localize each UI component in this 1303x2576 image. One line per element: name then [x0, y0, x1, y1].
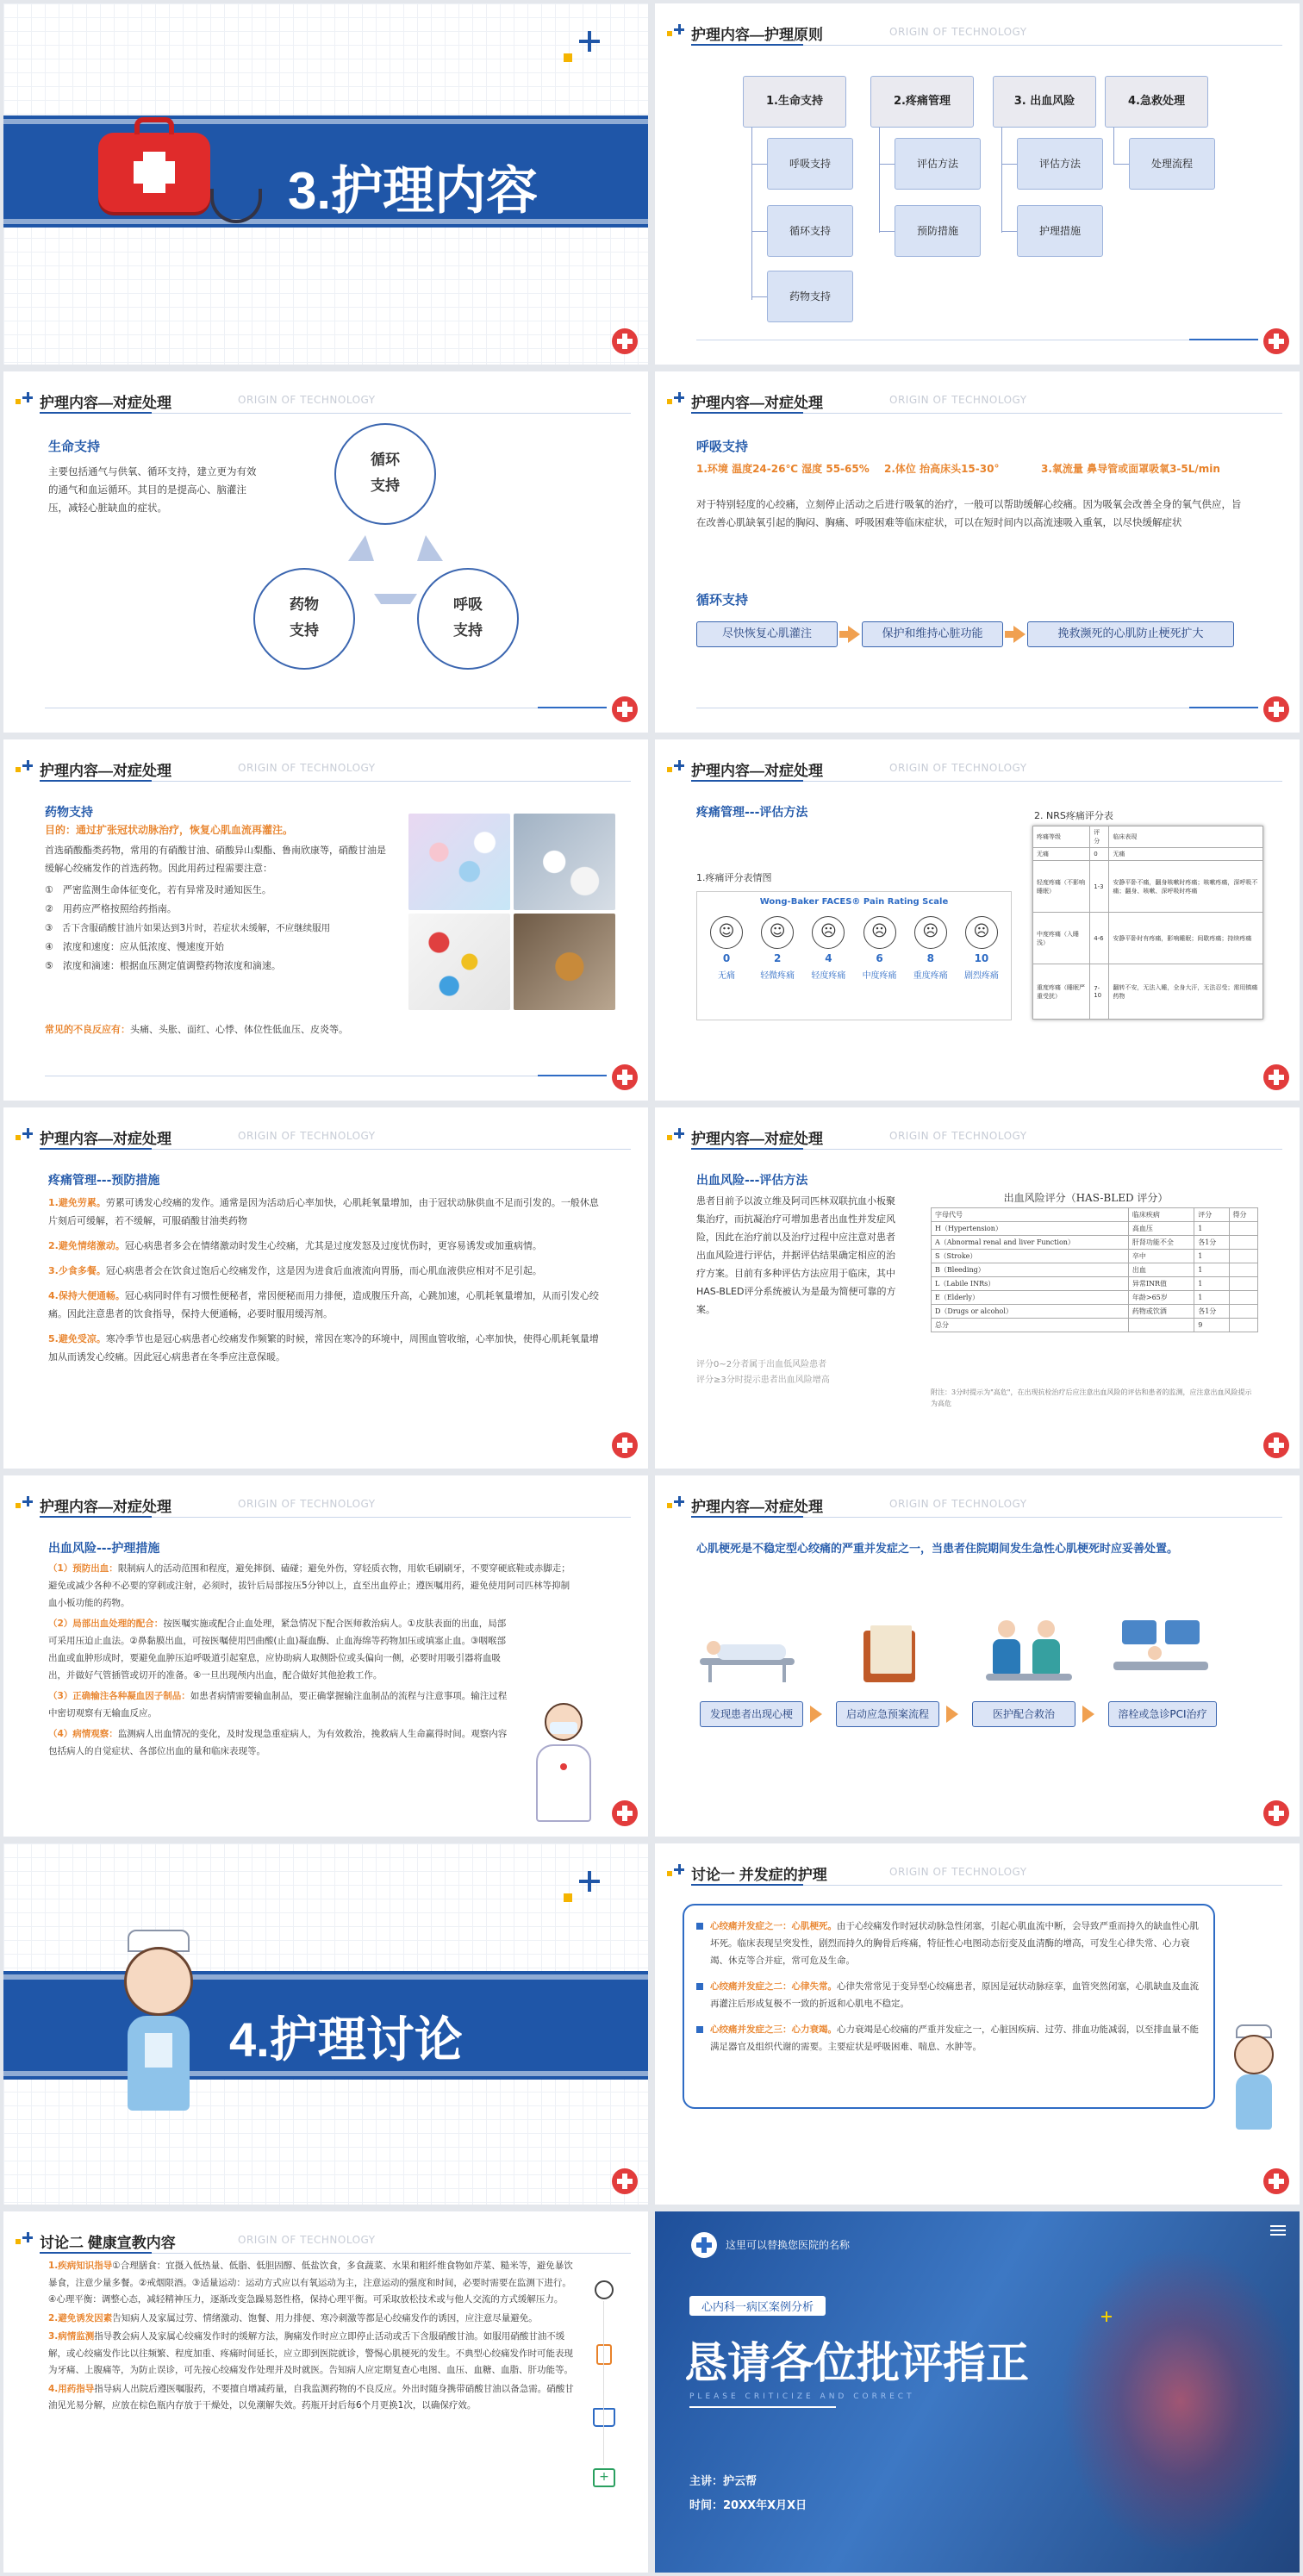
note-high-risk: 评分≥3分时提示患者出血风险增高: [696, 1375, 830, 1385]
closing-title: 恳请各位批评指正: [684, 2339, 1029, 2387]
plus-icon: [22, 760, 33, 770]
face-8: ☹ 8 重度疼痛: [908, 916, 953, 981]
plus-icon: [674, 392, 684, 402]
adverse-reactions: 常见的不良反应有：头痛、头胀、面红、心悸、体位性低血压、皮炎等。: [45, 1024, 348, 1035]
slide-subtitle: ORIGIN OF TECHNOLOGY: [238, 1498, 376, 1510]
hospital-logo: [1263, 2168, 1289, 2194]
circle-medication: 药物 支持: [253, 568, 355, 670]
section-heading-2: 循环支持: [696, 592, 749, 608]
slide-title: 护理内容—对症处理: [691, 395, 823, 411]
note-low-risk: 评分0~2分者属于出血低风险患者: [696, 1360, 827, 1369]
list-item: （2）局部出血处理的配合：按医嘱实施或配合止血处理，紧急情况下配合医师救治病人。①皮肤表面的出血，局部可采用压迫止血法。②鼻黏膜出血，可按医嘱使用凹曲酸(止血)凝血酶、止血海绵等药物加压或填塞止血。③咽喉部出血或血肿形成时，要避免血肿压迫呼吸道引起窒息，应协助病人取侧卧位或头偏向一侧，必要时用吸引器将血吸出，并做好气管插管或切开的准备。④一旦出现颅内出血，配合做好其他抢救工作。: [48, 1619, 507, 1681]
section-heading: 出血风险---评估方法: [696, 1174, 808, 1188]
label-faces: 1.疼痛评分表情图: [696, 872, 772, 883]
list-item: （4）病情观察：监测病人出血情况的变化，及时发现急重症病人，为有效救治，挽救病人生命赢得时间。观察内容包括病人的自觉症状、各部位出血的量和临床表现等。: [48, 1729, 508, 1756]
principle-item: 呼吸支持: [767, 138, 853, 190]
list-item: 心绞痛并发症之二：心律失常。心律失常常见于变异型心绞痛患者，原因是冠状动脉痉挛，血管突然闭塞，心肌缺血及血流再灌注后形成复极不一致的折返和心肌电不稳定。: [710, 1978, 1200, 2012]
list-item: 4.用药指导指导病人出院后遵医嘱服药，不要擅自增减药量，自我监测药物的不良反应。外出时随身携带硝酸甘油以备急需。硝酸甘油见光易分解，应放在棕色瓶内存放于干燥处，以免潮解失效。药瓶开封后每6个月更换1次，以确保疗效。: [48, 2383, 574, 2411]
point-1: 1.环境 温度24-26℃ 湿度 55-65%: [696, 463, 870, 475]
prevention-list: [48, 1194, 605, 1366]
first-aid-kit-icon: +: [593, 2468, 615, 2487]
date: 时间：20XX年X月X日: [689, 2499, 807, 2512]
yellow-plus-icon: [1101, 2311, 1112, 2322]
slide-health-education: [3, 2211, 648, 2573]
principle-item: 预防措施: [895, 205, 981, 257]
list-item: ④ 浓度和速度：应从低浓度、慢速度开始: [45, 941, 224, 952]
emergency-step-2: 启动应急预案流程: [836, 1701, 939, 1727]
slide-title: 讨论二 健康宣教内容: [40, 2235, 176, 2251]
hospital-logo: [1263, 1432, 1289, 1458]
pills-photo-4: [514, 914, 615, 1010]
documents-icon: [855, 1622, 924, 1691]
list-item: 3.病情监测指导教会病人及家属心绞痛发作时的缓解方法，胸痛发作时应立即停止活动或舌下含服硝酸甘油。如服用硝酸甘油不缓解，或心绞痛发作比以往频繁、程度加重、疼痛时间延长，应立即到医院就诊，警惕心肌梗死的发生。不典型心绞痛发作时可能表现为牙痛、上腹痛等，为防止误诊，可先按心绞痛发作处理并及时就医。告知病人应定期复查心电图、血压、血糖、血脂、肝功能等。: [48, 2331, 573, 2375]
heart-anatomy-image: [1060, 2246, 1300, 2556]
department-tag: 心内科一病区案例分析: [689, 2296, 826, 2316]
medicine-bottle-icon: [596, 2344, 612, 2365]
nurse-illustration: [529, 1703, 598, 1824]
principle-item: 处理流程: [1129, 138, 1215, 190]
list-item: 心绞痛并发症之三：心力衰竭。心力衰竭是心绞痛的严重并发症之一，心脏因疾病、过劳、排血功能减弱，以至排血量不能满足器官及组织代谢的需要。主要症状是呼吸困难、喘息、水肿等。: [710, 2021, 1200, 2055]
face-10: ☹ 10 剧烈疼痛: [959, 916, 1004, 981]
slide-subtitle: ORIGIN OF TECHNOLOGY: [889, 1498, 1027, 1510]
menu-icon[interactable]: [1270, 2225, 1286, 2236]
plus-decoration: [579, 1871, 600, 1892]
precaution-list: [45, 881, 398, 976]
principle-head-1: 1.生命支持: [743, 76, 846, 128]
flow-step-3: 挽救濒死的心肌防止梗死扩大: [1027, 621, 1234, 647]
principle-item: 循环支持: [767, 205, 853, 257]
slide-bleeding-assessment: [655, 1107, 1300, 1469]
emergency-step-4: 溶栓或急诊PCI治疗: [1108, 1701, 1217, 1727]
list-item: 4.保持大便通畅。冠心病同时伴有习惯性便秘者，常因便秘而用力排便，造成腹压升高，心跳加速，心肌耗氧量增加，从而引发心绞痛。因此注意患者的饮食指导，保持大便通畅，必要时服用缓泻剂。: [48, 1290, 599, 1319]
hospital-logo: [612, 1064, 638, 1090]
list-item: ③ 舌下含服硝酸甘油片如果达到3片时，若症状未缓解，不应继续服用: [45, 923, 331, 933]
list-item: （1）预防出血：限制病人的活动范围和程度，避免摔倒、磕碰；避免外伤，穿轻质衣物，用软毛刷刷牙，不要穿硬底鞋或赤脚走；避免或减少各种不必要的穿刺或注射，必须时，拔针后局部按压5分钟以上，直至出血停止；遵医嘱用药，避免使用阿司匹林等抑制血小板功能的药物。: [48, 1563, 570, 1608]
plus-icon: [674, 1128, 684, 1138]
principle-item: 评估方法: [895, 138, 981, 190]
section-body: 对于特别轻度的心绞痛，立刻停止活动之后进行吸氧的治疗，一般可以帮助缓解心绞痛。因为吸氧会改善全身的氧气供应，旨在改善心肌缺氧引起的胸闷、胸痛、呼吸困难等临床症状，可以在短时间内以高流速吸入重氧，以尽快缓解症状: [696, 498, 1242, 528]
slide-pain-prevention: [3, 1107, 648, 1469]
list-item: 3.少食多餐。冠心病患者会在饮食过饱后心绞痛发作，这是因为进食后血液流向胃肠，而心肌血液供应相对不足引起。: [48, 1265, 542, 1276]
cycle-arrows: [331, 527, 460, 604]
nurse-illustration: [107, 1930, 210, 2119]
face-4: ☹ 4 轻度疼痛: [806, 916, 851, 981]
slide-section-4: [3, 1843, 648, 2205]
pills-photo-1: [408, 814, 510, 910]
slide-title: 护理内容—对症处理: [691, 1499, 823, 1515]
circle-circulation: 循环 支持: [334, 423, 436, 525]
section-body: 主要包括通气与供氧、循环支持，建立更为有效的通气和血运循环。其目的是提高心、脑灌注压，减轻心脏缺血的症状。: [48, 465, 257, 514]
plus-decoration: [579, 31, 600, 52]
slide-title: 护理内容—对症处理: [40, 395, 171, 411]
hospital-logo: [1263, 1064, 1289, 1090]
list-item: 5.避免受凉。寒冷季节也是冠心病患者心绞痛发作频繁的时候，常因在寒冷的环境中，周围血管收缩，心率加快，使得心肌耗氧量增加从而诱发心绞痛。因此冠心病患者在冬季应注意保暖。: [48, 1333, 599, 1363]
hospital-logo: [691, 2232, 717, 2258]
slide-respiratory-support: [655, 371, 1300, 733]
pills-photo-2: [514, 814, 615, 910]
hasbled-title: 出血风险评分（HAS-BLED 评分）: [1003, 1192, 1169, 1204]
slide-subtitle: ORIGIN OF TECHNOLOGY: [889, 1130, 1027, 1142]
point-2: 2.体位 抬高床头15-30°: [884, 463, 1000, 475]
plus-icon: [674, 760, 684, 770]
pills-photo-3: [408, 914, 510, 1010]
slide-title: 护理内容—对症处理: [691, 763, 823, 779]
list-item: ⑤ 浓度和滴速：根据血压测定值调整药物浓度和滴速。: [45, 960, 281, 971]
slide-section-3: [3, 3, 648, 365]
yellow-square: [564, 53, 572, 62]
slide-closing: [655, 2211, 1300, 2573]
face-icon: ☹: [965, 916, 998, 949]
slide-life-support: [3, 371, 648, 733]
closing-title-en: PLEASE CRITICIZE AND CORRECT: [689, 2392, 915, 2401]
flow-step-2: 保护和维持心脏功能: [862, 621, 1003, 647]
slide-mi-emergency: [655, 1475, 1300, 1837]
list-item: ① 严密监测生命体征变化，若有异常及时通知医生。: [45, 884, 271, 895]
slide-subtitle: ORIGIN OF TECHNOLOGY: [238, 762, 376, 774]
label-nrs: 2. NRS疼痛评分表: [1034, 810, 1113, 821]
section-body: 患者目前予以波立维及阿司匹林双联抗血小板聚集治疗，而抗凝治疗可增加患者出血性并发症风险，因此在治疗前以及治疗过程中应注意对患者出血风险进行评估，并据评估结果确定相应的治疗方案。目前有多种评估方法应用于临床，其中HAS-BLED评分系统被认为是最为简便可靠的方案。: [696, 1195, 896, 1315]
education-list: [48, 2258, 574, 2415]
face-6: ☹ 6 中度疼痛: [857, 916, 902, 981]
list-item: 2.避免情绪激动。冠心病患者多会在情绪激动时发生心绞痛，尤其是过度发怒及过度忧伤时，更容易诱发或加重病情。: [48, 1240, 542, 1251]
plus-icon: [22, 1496, 33, 1506]
slide-title: 护理内容—对症处理: [40, 1131, 171, 1147]
face-icon: ☺: [710, 916, 743, 949]
hospital-logo: [1263, 328, 1289, 354]
hospital-logo: [612, 1432, 638, 1458]
section-number: 3.: [288, 162, 332, 220]
hospital-logo: [612, 328, 638, 354]
stethoscope-icon: [595, 2280, 614, 2299]
hospital-bed-icon: [700, 1632, 795, 1684]
hospital-logo: [1263, 696, 1289, 722]
plus-icon: [674, 1496, 684, 1506]
slide-subtitle: ORIGIN OF TECHNOLOGY: [238, 1130, 376, 1142]
section-title: 护理讨论: [269, 2012, 463, 2067]
section-heading: 疼痛管理---评估方法: [696, 806, 808, 820]
slide-title: 护理内容—对症处理: [40, 763, 171, 779]
section-heading: 疼痛管理---预防措施: [48, 1174, 160, 1188]
yellow-square: [564, 1893, 572, 1902]
slide-subtitle: ORIGIN OF TECHNOLOGY: [238, 394, 376, 406]
wong-baker-scale: Wong-Baker FACES® Pain Rating Scale ☺ 0 无痛 ☺ 2 轻微疼痛 ☹ 4 轻度疼痛 ☹ 6 中度疼痛 ☹ 8 重度疼痛 ☹ 10 剧烈疼痛: [696, 891, 1012, 1020]
list-item: （3）正确输注各种凝血因子制品：如患者病情需要输血制品，要正确掌握输注血制品的流程与注意事项。输注过程中密切观察有无输血反应。: [48, 1691, 508, 1718]
plus-icon: [674, 24, 684, 34]
table-note: 附注：3分时提示为"高危"，在出现抗栓治疗后应注意出血风险的评估和患者的监测，应注意出血风险提示为高危: [931, 1388, 1252, 1407]
nrs-table: 疼痛等级 评分 临床表现 无痛 0 无痛 轻度疼痛（不影响睡眠） 1-3 安静平卧不痛，翻身咳嗽时疼痛；咳嗽疼痛，深呼吸不痛；翻身、咳嗽、深呼吸时疼痛 中度疼痛（入睡浅） 4-6 安静平卧时有疼痛，影响睡眠；间歇疼痛；持续疼痛 重度疼痛（睡眠严重受扰） 7-10 翻转不安，无法入睡，全身大汗，无法忍受；需用镇痛药物: [1032, 826, 1263, 1020]
section-heading: 呼吸支持: [696, 439, 749, 454]
face-icon: ☹: [812, 916, 845, 949]
circle-respiration: 呼吸 支持: [417, 568, 519, 670]
speaker: 主讲：护云帮: [689, 2475, 757, 2488]
complications-box: [683, 1904, 1215, 2109]
slide-subtitle: ORIGIN OF TECHNOLOGY: [889, 1866, 1027, 1878]
list-item: ② 用药应严格按照给药指南。: [45, 903, 177, 914]
principle-head-2: 2.疼痛管理: [870, 76, 974, 128]
emergency-step-1: 发现患者出现心梗: [700, 1701, 803, 1727]
hospital-logo: [612, 696, 638, 722]
face-icon: ☺: [761, 916, 794, 949]
pci-treatment-icon: [1113, 1620, 1208, 1689]
list-item: 1.避免劳累。劳累可诱发心绞痛的发作。通常是因为活动后心率加快，心肌耗氧量增加，由于冠状动脉供血不足而引发的。一般休息片刻后可缓解，若不缓解，可服硝酸甘油类药物: [48, 1197, 599, 1226]
slide-subtitle: ORIGIN OF TECHNOLOGY: [889, 394, 1027, 406]
flow-step-1: 尽快恢复心肌灌注: [696, 621, 838, 647]
section-title: 护理内容: [331, 162, 539, 220]
slide-medication-support: [3, 739, 648, 1101]
principle-item: 评估方法: [1017, 138, 1103, 190]
slide-subtitle: ORIGIN OF TECHNOLOGY: [889, 762, 1027, 774]
slide-title: 护理内容—护理原则: [691, 27, 823, 43]
slide-subtitle: ORIGIN OF TECHNOLOGY: [238, 2234, 376, 2246]
principle-head-4: 4.急救处理: [1105, 76, 1208, 128]
section-heading: 出血风险---护理措施: [48, 1542, 160, 1556]
hospital-logo: [612, 2168, 638, 2194]
slide-pain-assessment: [655, 739, 1300, 1101]
plus-icon: [22, 392, 33, 402]
slide-title: 护理内容—对症处理: [691, 1131, 823, 1147]
hospital-name: 这里可以替换您医院的名称: [726, 2239, 851, 2251]
medical-team-icon: [986, 1620, 1072, 1689]
list-item: 1.疾病知识指导①合理膳食：宜摄入低热量、低脂、低胆固醇、低盐饮食，多食蔬菜、水果和粗纤维食物如芹菜、糙米等，避免暴饮暴食，注意少量多餐。②戒烟限酒。③适量运动：运动方式应以有氧运动为主，注意运动的强度和时间，必要时需要在监测下进行。④心理平衡：调整心态，减轻精神压力，逐渐改变急躁易怒性格，保持心理平衡。可采取放松技术或与他人交流的方式缓解压力。: [48, 2261, 573, 2305]
principle-head-3: 3. 出血风险: [993, 76, 1096, 128]
first-aid-kit-icon: [98, 133, 210, 212]
emergency-step-3: 医护配合救治: [972, 1701, 1075, 1727]
slide-title: 讨论一 并发症的护理: [691, 1867, 827, 1883]
list-item: 2.避免诱发因素告知病人及家属过劳、情绪激动、饱餐、用力排便、寒冷刺激等都是心绞痛发作的诱因，应注意尽量避免。: [48, 2312, 538, 2323]
divider: [689, 2406, 836, 2408]
plus-icon: [22, 1128, 33, 1138]
slide-bleeding-nursing: [3, 1475, 648, 1837]
headline: 心肌梗死是不稳定型心绞痛的严重并发症之一，当患者住院期间发生急性心肌梗死时应妥善处置。: [696, 1543, 1179, 1556]
face-2: ☺ 2 轻微疼痛: [755, 916, 800, 981]
clothing-icon: [593, 2408, 615, 2427]
goal-text: 目的：通过扩张冠状动脉治疗，恢复心肌血流再灌注。: [45, 824, 294, 836]
slide-complications: [655, 1843, 1300, 2205]
face-icon: ☹: [914, 916, 947, 949]
slide-title: 护理内容—对症处理: [40, 1499, 171, 1515]
face-0: ☺ 0 无痛: [704, 916, 749, 981]
intro-text: 首选硝酸酯类药物，常用的有硝酸甘油、硝酸异山梨酯、鲁南欣康等，硝酸甘油是缓解心绞痛发作的首选药物。因此用药过程需要注意：: [45, 845, 386, 874]
hospital-logo: [1263, 1800, 1289, 1826]
face-icon: ☹: [863, 916, 896, 949]
plus-icon: [22, 2232, 33, 2242]
point-3: 3.氧流量 鼻导管或面罩吸氧3-5L/min: [1041, 463, 1220, 475]
section-heading: 药物支持: [45, 806, 93, 820]
section-number: 4.: [229, 2012, 270, 2067]
nursing-measures: [48, 1560, 577, 1760]
hasbled-table: 字母代号 临床疾病 评分 得分 H（Hypertension） 高血压 1 A（Abnormal renal and liver Function） 肝肾功能不全 各1分 S（Stroke） 卒中 1 B（Bleeding） 出血 1 L（Labile INRs） 异常INR值 1 E（Elderly） 年龄>65岁 1 D（Drugs or alcohol） 药物或饮酒 各1分 总分 9: [931, 1207, 1258, 1332]
plus-icon: [674, 1864, 684, 1874]
nurse-illustration: [1224, 2024, 1284, 2136]
section-heading: 生命支持: [48, 439, 101, 454]
principle-item: 护理措施: [1017, 205, 1103, 257]
slide-nursing-principles: [655, 3, 1300, 365]
list-item: 心绞痛并发症之一：心肌梗死。由于心绞痛发作时冠状动脉急性闭塞，引起心肌血流中断，会导致严重而持久的缺血性心肌坏死。临床表现呈突发性，剧烈而持久的胸骨后疼痛，特征性心电图动态衍变及血清酶的增高，可发生心律失常、心力衰竭、休克等合并症，常可危及生命。: [710, 1918, 1200, 1969]
hospital-logo: [612, 1800, 638, 1826]
principle-item: 药物支持: [767, 271, 853, 322]
slide-subtitle: ORIGIN OF TECHNOLOGY: [889, 26, 1027, 38]
